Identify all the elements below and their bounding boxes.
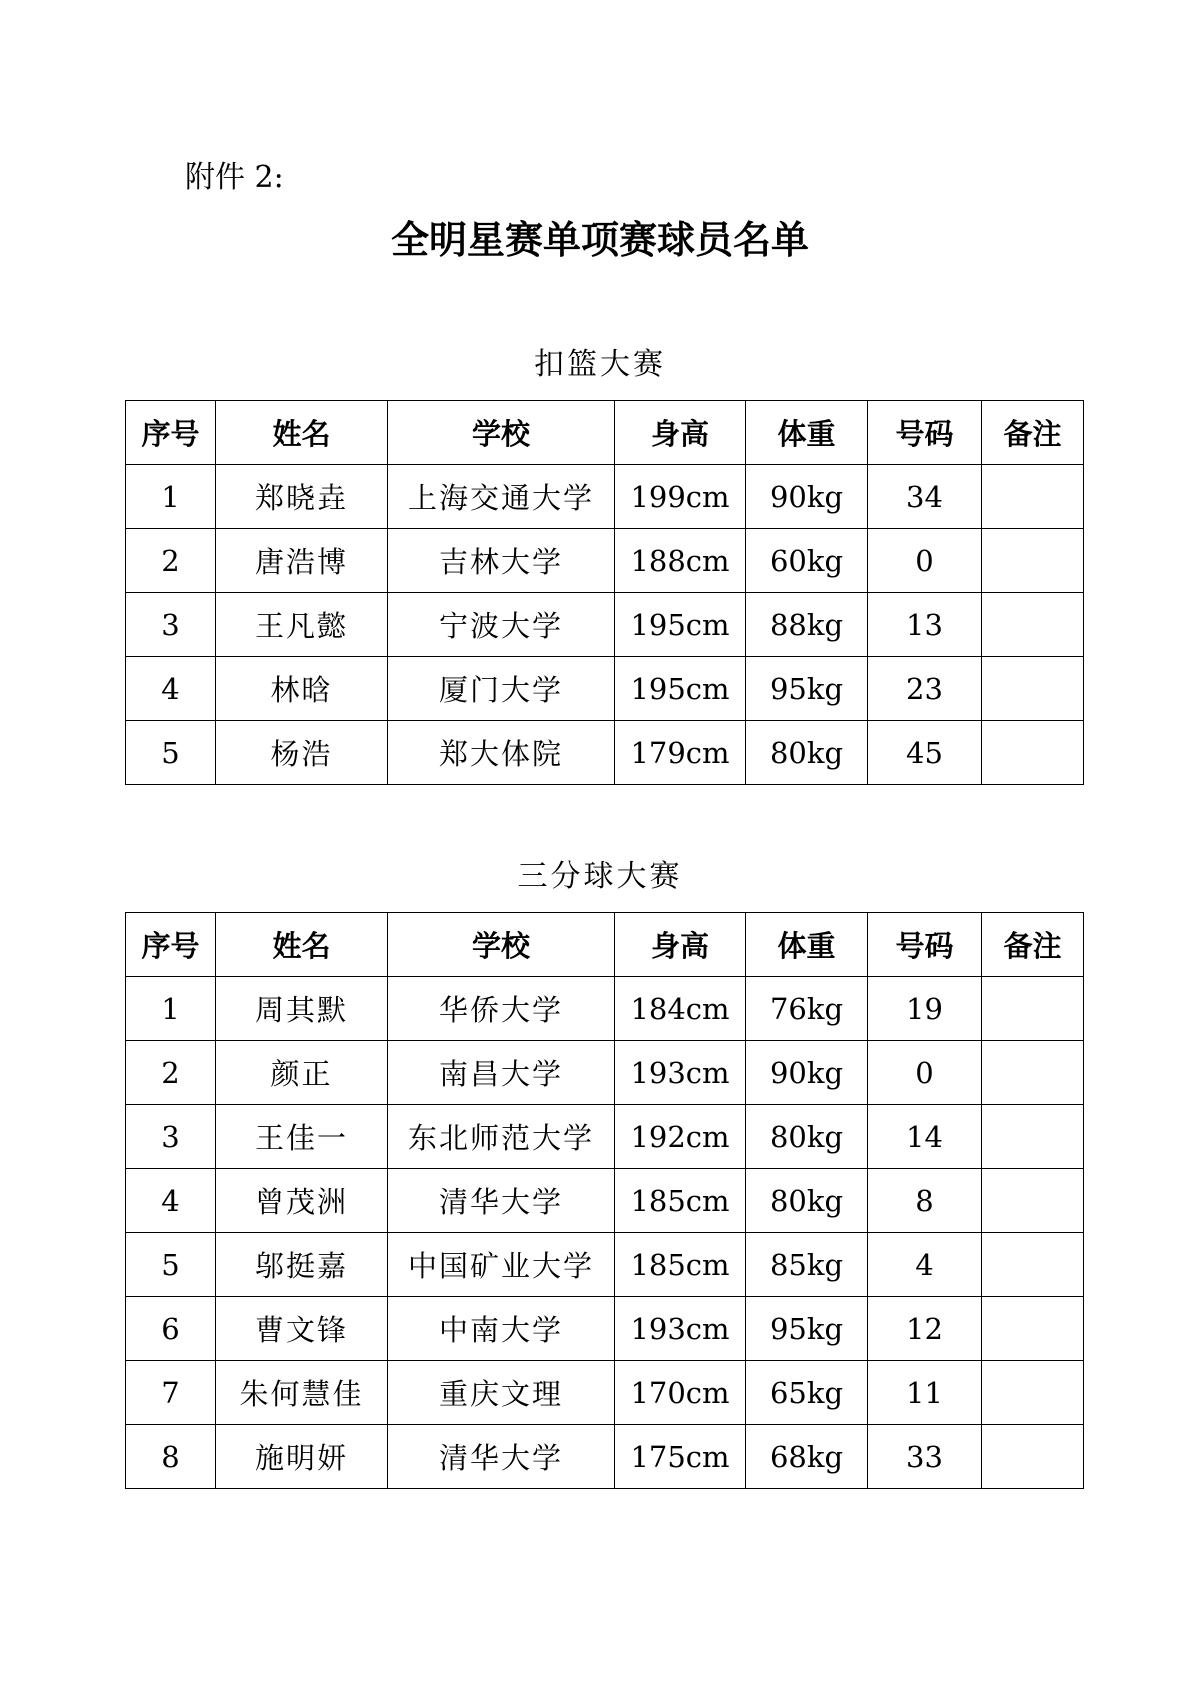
header-weight: 体重 — [746, 401, 868, 465]
cell-weight: 88kg — [746, 593, 868, 657]
cell-height: 170cm — [615, 1361, 746, 1425]
section-title-three-point: 三分球大赛 — [517, 859, 683, 894]
header-note: 备注 — [982, 401, 1084, 465]
cell-height: 193cm — [615, 1297, 746, 1361]
cell-note — [982, 657, 1084, 721]
cell-index: 2 — [126, 1041, 216, 1105]
cell-school: 厦门大学 — [388, 657, 615, 721]
cell-weight: 65kg — [746, 1361, 868, 1425]
cell-weight: 68kg — [746, 1425, 868, 1489]
cell-index: 7 — [126, 1361, 216, 1425]
table-row — [126, 1297, 1084, 1361]
cell-weight: 76kg — [746, 977, 868, 1041]
cell-index: 3 — [126, 1105, 216, 1169]
cell-name: 朱何慧佳 — [216, 1361, 388, 1425]
cell-weight: 95kg — [746, 657, 868, 721]
cell-index: 5 — [126, 721, 216, 785]
cell-number: 4 — [868, 1233, 982, 1297]
cell-school: 中国矿业大学 — [388, 1233, 615, 1297]
cell-name: 邬挺嘉 — [216, 1233, 388, 1297]
cell-name: 王佳一 — [216, 1105, 388, 1169]
table-header-row — [126, 913, 1084, 977]
document-title: 全明星赛单项赛球员名单 — [390, 218, 809, 262]
cell-weight: 95kg — [746, 1297, 868, 1361]
table-row — [126, 721, 1084, 785]
cell-weight: 80kg — [746, 721, 868, 785]
cell-note — [982, 721, 1084, 785]
cell-height: 185cm — [615, 1233, 746, 1297]
dunk-contest-table — [125, 400, 1084, 785]
cell-number: 11 — [868, 1361, 982, 1425]
cell-height: 195cm — [615, 657, 746, 721]
cell-note — [982, 1297, 1084, 1361]
header-note: 备注 — [982, 913, 1084, 977]
cell-school: 清华大学 — [388, 1169, 615, 1233]
table-row — [126, 593, 1084, 657]
cell-number: 34 — [868, 465, 982, 529]
cell-height: 184cm — [615, 977, 746, 1041]
three-point-contest-table — [125, 912, 1084, 1489]
cell-school: 上海交通大学 — [388, 465, 615, 529]
cell-height: 193cm — [615, 1041, 746, 1105]
section-title-dunk: 扣篮大赛 — [534, 347, 666, 382]
cell-height: 179cm — [615, 721, 746, 785]
cell-index: 4 — [126, 1169, 216, 1233]
cell-note — [982, 1169, 1084, 1233]
cell-number: 23 — [868, 657, 982, 721]
cell-name: 郑晓垚 — [216, 465, 388, 529]
cell-name: 周其默 — [216, 977, 388, 1041]
header-name: 姓名 — [216, 401, 388, 465]
cell-note — [982, 593, 1084, 657]
cell-index: 4 — [126, 657, 216, 721]
cell-weight: 60kg — [746, 529, 868, 593]
cell-index: 8 — [126, 1425, 216, 1489]
cell-number: 13 — [868, 593, 982, 657]
cell-name: 林晗 — [216, 657, 388, 721]
table-row — [126, 1169, 1084, 1233]
cell-note — [982, 1361, 1084, 1425]
cell-index: 6 — [126, 1297, 216, 1361]
table-row — [126, 1233, 1084, 1297]
header-index: 序号 — [126, 913, 216, 977]
table-row — [126, 1105, 1084, 1169]
cell-weight: 80kg — [746, 1105, 868, 1169]
header-number: 号码 — [868, 913, 982, 977]
cell-note — [982, 977, 1084, 1041]
cell-name: 曹文锋 — [216, 1297, 388, 1361]
cell-height: 192cm — [615, 1105, 746, 1169]
table-row — [126, 657, 1084, 721]
header-height: 身高 — [615, 913, 746, 977]
cell-height: 175cm — [615, 1425, 746, 1489]
cell-number: 0 — [868, 529, 982, 593]
cell-note — [982, 1233, 1084, 1297]
cell-school: 郑大体院 — [388, 721, 615, 785]
cell-name: 颜正 — [216, 1041, 388, 1105]
table-row — [126, 529, 1084, 593]
header-school: 学校 — [388, 913, 615, 977]
table-row — [126, 1041, 1084, 1105]
cell-school: 华侨大学 — [388, 977, 615, 1041]
cell-name: 王凡懿 — [216, 593, 388, 657]
table-header-row — [126, 401, 1084, 465]
table-row — [126, 1361, 1084, 1425]
cell-name: 杨浩 — [216, 721, 388, 785]
cell-school: 东北师范大学 — [388, 1105, 615, 1169]
cell-height: 188cm — [615, 529, 746, 593]
cell-school: 宁波大学 — [388, 593, 615, 657]
cell-name: 唐浩博 — [216, 529, 388, 593]
cell-index: 2 — [126, 529, 216, 593]
table-row — [126, 1425, 1084, 1489]
header-weight: 体重 — [746, 913, 868, 977]
cell-height: 199cm — [615, 465, 746, 529]
cell-number: 45 — [868, 721, 982, 785]
cell-weight: 90kg — [746, 1041, 868, 1105]
cell-number: 19 — [868, 977, 982, 1041]
cell-school: 吉林大学 — [388, 529, 615, 593]
cell-school: 南昌大学 — [388, 1041, 615, 1105]
cell-index: 1 — [126, 977, 216, 1041]
cell-number: 14 — [868, 1105, 982, 1169]
cell-number: 8 — [868, 1169, 982, 1233]
cell-height: 185cm — [615, 1169, 746, 1233]
table-row — [126, 465, 1084, 529]
cell-weight: 90kg — [746, 465, 868, 529]
header-name: 姓名 — [216, 913, 388, 977]
cell-note — [982, 465, 1084, 529]
header-height: 身高 — [615, 401, 746, 465]
cell-number: 12 — [868, 1297, 982, 1361]
table-row — [126, 977, 1084, 1041]
cell-name: 曾茂洲 — [216, 1169, 388, 1233]
cell-name: 施明妍 — [216, 1425, 388, 1489]
cell-note — [982, 1425, 1084, 1489]
cell-number: 33 — [868, 1425, 982, 1489]
cell-school: 重庆文理 — [388, 1361, 615, 1425]
header-school: 学校 — [388, 401, 615, 465]
cell-weight: 85kg — [746, 1233, 868, 1297]
cell-school: 中南大学 — [388, 1297, 615, 1361]
attachment-label: 附件 2: — [185, 160, 284, 195]
cell-school: 清华大学 — [388, 1425, 615, 1489]
cell-index: 3 — [126, 593, 216, 657]
cell-index: 5 — [126, 1233, 216, 1297]
cell-number: 0 — [868, 1041, 982, 1105]
cell-note — [982, 1105, 1084, 1169]
header-index: 序号 — [126, 401, 216, 465]
cell-note — [982, 529, 1084, 593]
cell-weight: 80kg — [746, 1169, 868, 1233]
cell-note — [982, 1041, 1084, 1105]
cell-index: 1 — [126, 465, 216, 529]
cell-height: 195cm — [615, 593, 746, 657]
header-number: 号码 — [868, 401, 982, 465]
